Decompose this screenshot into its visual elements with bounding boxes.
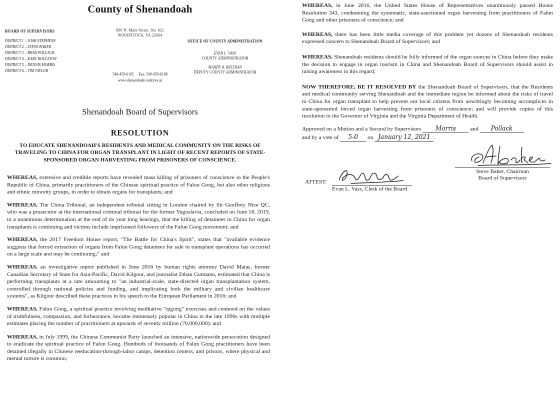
paragraph-text: there has been little media coverage of this problem yet dozens of Shenandoah residents expressed concern to Shenandoah Board of Supervisors; and: [302, 31, 553, 45]
approval-statement: [302, 125, 553, 142]
paragraph-text: the Shenandoah Board of Supervisors, that the Residents and medical community serving Shenandoah and the immediate region be informed about the risks of travel to China for organ transplant to help prevent our local citizens from unwittingly becoming accomplices in state-sponsored forced organ harvesting from prisoners of conscience; and will provide copies of this resolution to the Governor of Virginia and the Virginia Department of Health.: [302, 83, 553, 120]
address-line-2: WOODSTOCK, VA 22664: [117, 33, 163, 38]
contact-numbers: [0, 72, 280, 77]
whereas-paragraph: [7, 201, 270, 230]
district-list: [5, 38, 90, 74]
paragraph-lead: WHEREAS,: [302, 53, 333, 60]
whereas-paragraph: [7, 333, 270, 362]
administrator-title: COUNTY ADMINISTRATOR: [201, 56, 249, 61]
district-member: DISTRICT 3 – BRAD POLLACK: [5, 50, 55, 55]
website: www.shenandoahcountyva.us: [117, 78, 163, 83]
resolved-paragraph: [302, 83, 553, 119]
motion-by-handwritten: Morris: [435, 124, 456, 132]
board-title: Shenandoah Board of Supervisors: [82, 107, 198, 117]
deputy-name: MANDY R. BELTRAN: [208, 65, 242, 70]
paragraph-lead: WHEREAS,: [7, 236, 38, 243]
paragraph-lead: WHEREAS,: [7, 201, 38, 208]
paragraph-lead: WHEREAS,: [7, 263, 38, 270]
attest-label: ATTEST:: [305, 179, 327, 185]
chairman-signature: [468, 142, 553, 167]
chairman-signature-line: [455, 167, 550, 168]
motion-blank: [423, 125, 469, 133]
resolution-body-left: [7, 174, 270, 368]
date-handwritten: January 12, 2021: [378, 133, 431, 141]
date-prefix: on: [367, 134, 374, 141]
chairman-title: Board of Supervisors: [478, 175, 527, 181]
second-blank: [480, 125, 524, 133]
date-blank: [375, 134, 434, 142]
chairman-name: Steve Baker, Chairman: [476, 168, 529, 175]
paragraph-lead: WHEREAS,: [7, 333, 38, 340]
paragraph-lead: WHEREAS,: [302, 31, 333, 38]
approval-suffix: .: [433, 134, 436, 141]
county-title: County of Shenandoah: [87, 3, 193, 15]
board-heading: BOARD OF SUPERVISORS: [5, 29, 55, 34]
district-member: DISTRICT 4 – KARL ROULSTON: [5, 56, 57, 61]
district-member: DISTRICT 2 – STEVE BAKER: [5, 44, 51, 49]
deputy-title: DEPUTY COUNTY ADMINISTRATOR: [193, 70, 257, 75]
vote-prefix: and by a vote of: [302, 134, 339, 141]
approval-prefix: Approved on a Motion and a Second by Supervisors: [302, 125, 422, 132]
vote-handwritten: 5-0: [348, 133, 358, 141]
right-page-content: [280, 0, 560, 400]
resolution-heading: TO EDUCATE SHENANDOAH'S RESIDENTS AND MEDICAL COMMUNITY ON THE RISKS OF TRAVELING TO CHINA FOR ORGAN TRANSPLANT IN LIGHT OF RECENT REPORTS OF STATE-SPONSORED ORGAN HARVESTING FROM PRISONERS OF CONSCIENCE.: [14, 142, 266, 163]
whereas-paragraph: [7, 263, 270, 299]
paragraph-text: The China Tribunal, an independent tribunal sitting in London chaired by Sir Geoffrey Nice QC, who was a prosecutor at the international criminal tribunal for the former Yugoslavia, concluded on June 18, 2019, in a unanimous determination at the end of its year long hearings, that the killing of detainees in China for organ transplants is continuing and victims include imprisoned followers of the Falun Gong movement; and: [7, 201, 270, 230]
clerk-signature: [336, 165, 406, 186]
paragraph-lead: WHEREAS,: [7, 305, 38, 312]
chairman-block: [455, 169, 550, 182]
phone-number: 540-459-6165: [112, 72, 134, 77]
paragraph-text: extensive and credible reports have revealed mass killing of prisoners of conscience in the People's Republic of China, primarily practitioners of the Chinese spiritual practice of Falun Gong, but also other religious and ethnic minority groups, in order to obtain organs for transplants; and: [7, 174, 270, 196]
district-member: DISTRICT 5 – DENNIS MORRIS: [5, 62, 56, 67]
paragraph-lead: WHEREAS,: [302, 2, 333, 9]
paragraph-text: in June 2016, the United States House of Representatives unanimously passed House Resolution 343, condemning the systematic, state-sanctioned organ harvesting from practitioners of Falun Gong and other prisoners of conscience; and: [302, 2, 553, 24]
whereas-paragraph: [302, 53, 553, 75]
clerk-name: Evan L. Vass, Clerk of the Board: [332, 186, 408, 192]
whereas-paragraph: [7, 305, 270, 327]
whereas-paragraph: [7, 236, 270, 258]
paragraph-text: Shenandoah residents should be fully informed of the organ sources in China before they make the decision to engage in organ tourism in China and Shenandoah Board of Supervisors should assist in raising awareness in this regard;: [302, 53, 554, 75]
approval-conjunction: and: [470, 125, 479, 132]
paragraph-text: the 2017 Freedom House report, "The Battle for China's Spirit", states that "available evidence suggests that forced extraction of organs from Falun Gong detainees for sale in transplant operations has occurred on a large scale and may be continuing;" and: [7, 236, 270, 258]
address-line-1: 600 N. Main Street, Ste 102: [116, 28, 164, 33]
paragraph-lead: NOW THEREFORE, BE IT RESOLVED BY: [302, 83, 417, 90]
board-of-supervisors-list: [5, 29, 90, 74]
whereas-paragraph: [302, 2, 553, 24]
county-administration-block: [185, 39, 265, 75]
district-member: DISTRICT 1 – JOSH STEPHENS: [5, 38, 56, 43]
whereas-paragraph: [7, 174, 270, 196]
resolution-label: RESOLUTION: [110, 129, 170, 138]
vote-blank: [340, 134, 366, 142]
administration-heading: OFFICE OF COUNTY ADMINISTRATION: [187, 39, 263, 44]
whereas-paragraph: [302, 31, 553, 46]
district-member: DISTRICT 6 – TIM TAYLOR: [5, 68, 48, 73]
fax-number: Fax: 540-459-6168: [138, 72, 168, 77]
second-by-handwritten: Pollack: [490, 124, 513, 132]
paragraph-lead: WHEREAS,: [7, 174, 38, 181]
paragraph-text: an investigative report published in June 2016 by human rights attorney David Matas, former Canadian Secretary of State for Asia-Pacific, David Kilgour, and journalist Ethan Gutmann, estimated that China is performing transplants at a rate amounting to "an industrial-scale, state-directed organ transplantation system, controlled through national policies and funding, and implicating both the military and civilian healthcare systems", as Kilgour described these practices in his speech to the European Parliament in 2016; and: [7, 263, 270, 300]
administrator-name: EVAN L. VASS: [213, 51, 237, 56]
paragraph-text: in July 1999, the Chinese Communist Party launched an intensive, nationwide persecution designed to eradicate the spiritual practice of Falun Gong. Hundreds of thousands of Falun Gong practitioners have been detained illegally in Chinese reeducation-through-labor camps, detention centers, and prisons, where physical and mental torture is common;: [7, 333, 270, 362]
paragraph-text: Falun Gong, a spiritual practice involving meditative "qigong" exercises and centered on the values of truthfulness, compassion, and forbearance, became immensely popular in China in the late 1990s with multiple estimates placing the number of practitioners at upwards of seventy million (70,000,000); and: [7, 305, 270, 327]
resolution-body-right: [302, 2, 553, 142]
right-page: [280, 0, 560, 400]
